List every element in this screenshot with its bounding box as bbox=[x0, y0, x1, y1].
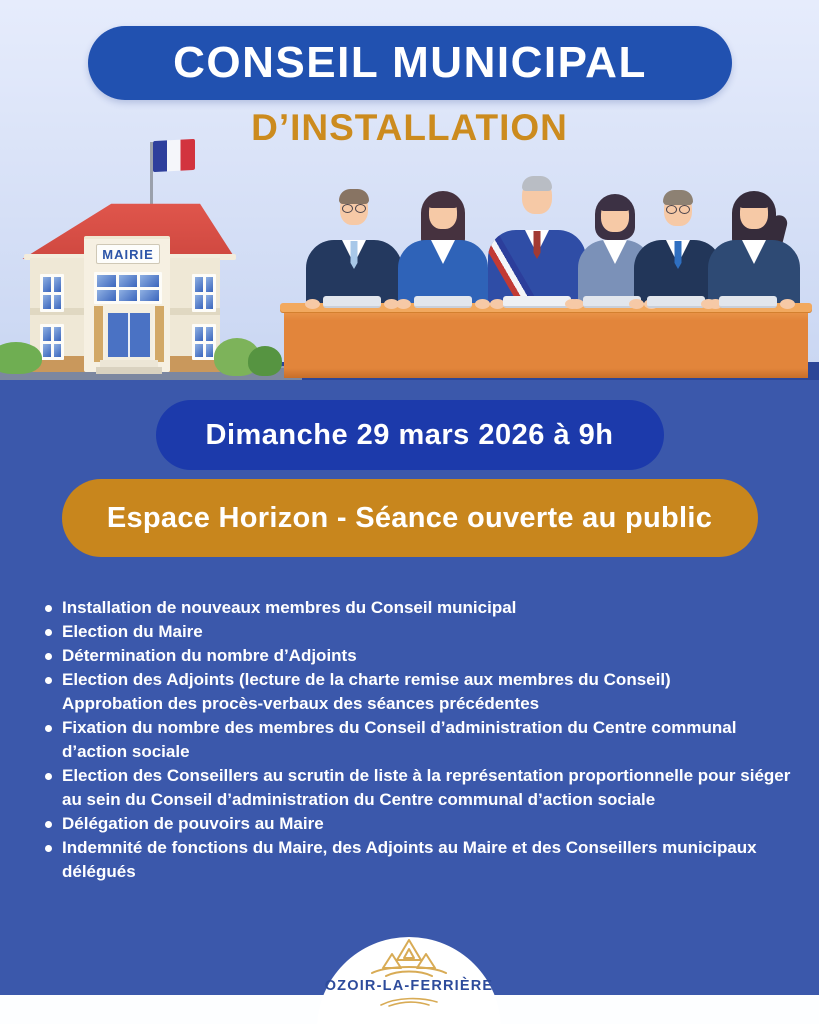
window bbox=[192, 324, 216, 360]
hand bbox=[305, 299, 320, 309]
desk-papers bbox=[693, 294, 803, 314]
agenda-item bbox=[45, 596, 801, 620]
tie bbox=[675, 241, 682, 269]
mairie-sign: MAIRIE bbox=[96, 244, 160, 264]
hand bbox=[629, 299, 644, 309]
bullet-dot bbox=[45, 653, 52, 660]
agenda-item bbox=[45, 668, 801, 692]
main-section bbox=[0, 380, 819, 995]
hair bbox=[739, 193, 769, 208]
agenda-item bbox=[45, 620, 801, 644]
blouse bbox=[431, 240, 455, 264]
bush bbox=[0, 342, 42, 374]
hand bbox=[396, 299, 411, 309]
hand bbox=[780, 299, 795, 309]
bullet-dot bbox=[45, 725, 52, 732]
agenda-item bbox=[45, 692, 801, 716]
hair bbox=[339, 189, 369, 204]
agenda-item-text: Election des Conseillers au scrutin de liste à la représentation proportionnelle pour siéger au sein du Conseil d’administration du Centre communal d’action sociale bbox=[62, 766, 791, 809]
window bbox=[40, 324, 64, 360]
date-badge bbox=[156, 400, 664, 470]
bullet-dot bbox=[45, 773, 52, 780]
window bbox=[192, 274, 216, 312]
page-title: CONSEIL MUNICIPAL bbox=[173, 38, 647, 87]
bullet-dot bbox=[45, 629, 52, 636]
agenda-item-text: Délégation de pouvoirs au Maire bbox=[62, 814, 324, 833]
venue-badge bbox=[62, 479, 758, 557]
agenda-item-text: Approbation des procès-verbaux des séances précédentes bbox=[62, 694, 540, 713]
agenda-item bbox=[45, 836, 801, 884]
agenda-item bbox=[45, 764, 801, 812]
city-crest-icon bbox=[364, 937, 454, 977]
page-subtitle: D’INSTALLATION bbox=[251, 107, 568, 148]
agenda-item-text: Election du Maire bbox=[62, 622, 203, 641]
bullet-dot bbox=[45, 845, 52, 852]
agenda-item-text: Fixation du nombre des membres du Conseil d’administration du Centre communal d’action sociale bbox=[62, 718, 737, 761]
desk bbox=[284, 308, 808, 378]
hand bbox=[701, 299, 716, 309]
agenda-list bbox=[45, 596, 801, 884]
event-date: Dimanche 29 mars 2026 à 9h bbox=[205, 418, 614, 451]
agenda-item-text: Indemnité de fonctions du Maire, des Adjoints au Maire et des Conseillers municipaux délégués bbox=[62, 838, 757, 881]
hair bbox=[663, 190, 693, 205]
agenda-item-text: Installation de nouveaux membres du Conseil municipal bbox=[62, 598, 517, 617]
paper bbox=[414, 296, 472, 308]
blouse bbox=[603, 240, 627, 264]
hand bbox=[565, 299, 580, 309]
swoosh-icon bbox=[377, 995, 441, 1008]
hair bbox=[428, 193, 458, 208]
title-banner bbox=[88, 26, 732, 100]
tie bbox=[351, 241, 358, 269]
blouse bbox=[742, 240, 766, 264]
bullet-dot bbox=[45, 605, 52, 612]
column bbox=[155, 306, 164, 362]
agenda-item bbox=[45, 812, 801, 836]
bullet-dot bbox=[45, 677, 52, 684]
hair bbox=[600, 196, 630, 211]
tie bbox=[534, 231, 541, 259]
event-venue: Espace Horizon - Séance ouverte au public bbox=[106, 501, 713, 534]
entrance-steps bbox=[96, 360, 162, 374]
bullet-dot bbox=[45, 821, 52, 828]
glasses-icon bbox=[664, 205, 692, 214]
hair bbox=[522, 176, 552, 191]
city-name: OZOIR-LA-FERRIÈRE bbox=[324, 978, 494, 994]
agenda-item-text: Détermination du nombre d’Adjoints bbox=[62, 646, 357, 665]
column bbox=[94, 306, 103, 362]
paper bbox=[323, 296, 381, 308]
agenda-item-text: Election des Adjoints (lecture de la charte remise aux membres du Conseil) bbox=[62, 670, 671, 689]
paper bbox=[719, 296, 777, 308]
entrance-door bbox=[105, 310, 153, 360]
glasses-icon bbox=[340, 204, 368, 213]
agenda-item bbox=[45, 716, 801, 764]
window bbox=[94, 272, 162, 304]
window bbox=[40, 274, 64, 312]
agenda-item bbox=[45, 644, 801, 668]
bush bbox=[248, 346, 282, 376]
